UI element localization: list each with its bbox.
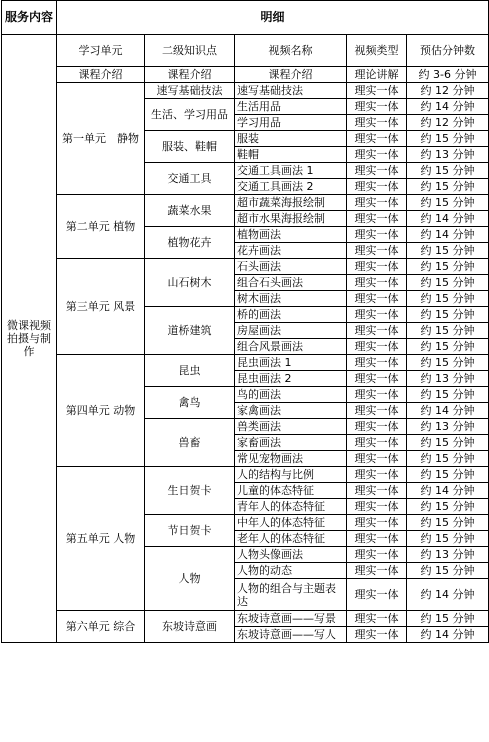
video-minutes-cell: 约 15 分钟 (407, 515, 489, 531)
video-name-cell: 东坡诗意画——写景 (235, 611, 347, 627)
video-minutes-cell: 约 15 分钟 (407, 499, 489, 515)
video-type-cell: 理实一体 (347, 403, 407, 419)
topic-cell: 服装、鞋帽 (145, 131, 235, 163)
video-name-cell: 服装 (235, 131, 347, 147)
video-type-cell: 理实一体 (347, 211, 407, 227)
video-minutes-cell: 约 15 分钟 (407, 259, 489, 275)
video-type-cell: 理实一体 (347, 291, 407, 307)
video-name-cell: 超市蔬菜海报绘制 (235, 195, 347, 211)
column-header: 学习单元 (57, 35, 145, 67)
video-type-cell: 理实一体 (347, 547, 407, 563)
column-header: 二级知识点 (145, 35, 235, 67)
intro-cell: 约 3-6 分钟 (407, 67, 489, 83)
video-type-cell: 理实一体 (347, 275, 407, 291)
video-minutes-cell: 约 15 分钟 (407, 179, 489, 195)
table-row (2, 611, 489, 627)
video-name-cell: 人物头像画法 (235, 547, 347, 563)
topic-cell: 兽畜 (145, 419, 235, 467)
topic-cell: 植物花卉 (145, 227, 235, 259)
video-type-cell: 理实一体 (347, 307, 407, 323)
intro-row (2, 67, 489, 83)
topic-cell: 节日贺卡 (145, 515, 235, 547)
video-type-cell: 理实一体 (347, 531, 407, 547)
video-minutes-cell: 约 14 分钟 (407, 99, 489, 115)
video-minutes-cell: 约 14 分钟 (407, 227, 489, 243)
video-name-cell: 青年人的体态特征 (235, 499, 347, 515)
video-name-cell: 交通工具画法 1 (235, 163, 347, 179)
video-minutes-cell: 约 15 分钟 (407, 291, 489, 307)
video-minutes-cell: 约 14 分钟 (407, 483, 489, 499)
video-minutes-cell: 约 15 分钟 (407, 163, 489, 179)
video-name-cell: 中年人的体态特征 (235, 515, 347, 531)
video-type-cell: 理实一体 (347, 131, 407, 147)
intro-cell: 课程介绍 (145, 67, 235, 83)
video-name-cell: 超市水果海报绘制 (235, 211, 347, 227)
intro-cell: 理论讲解 (347, 67, 407, 83)
service-header: 服务内容 (2, 1, 57, 35)
unit-cell: 第六单元 综合 (57, 611, 145, 643)
video-name-cell: 组合石头画法 (235, 275, 347, 291)
table-row (2, 83, 489, 99)
video-name-cell: 人物的组合与主题表达 (235, 579, 347, 611)
column-header: 预估分钟数 (407, 35, 489, 67)
video-name-cell: 家畜画法 (235, 435, 347, 451)
video-minutes-cell: 约 15 分钟 (407, 387, 489, 403)
video-type-cell: 理实一体 (347, 579, 407, 611)
video-type-cell: 理实一体 (347, 515, 407, 531)
video-type-cell: 理实一体 (347, 243, 407, 259)
topic-cell: 速写基础技法 (145, 83, 235, 99)
unit-cell: 第一单元 静物 (57, 83, 145, 195)
video-minutes-cell: 约 15 分钟 (407, 275, 489, 291)
video-name-cell: 昆虫画法 2 (235, 371, 347, 387)
video-name-cell: 组合风景画法 (235, 339, 347, 355)
unit-cell: 第四单元 动物 (57, 355, 145, 467)
video-name-cell: 鸟的画法 (235, 387, 347, 403)
video-minutes-cell: 约 15 分钟 (407, 355, 489, 371)
video-type-cell: 理实一体 (347, 227, 407, 243)
column-header-row (2, 35, 489, 67)
topic-cell: 人物 (145, 547, 235, 611)
topic-cell: 蔬菜水果 (145, 195, 235, 227)
video-type-cell: 理实一体 (347, 83, 407, 99)
service-table (1, 0, 489, 643)
topic-cell: 山石树木 (145, 259, 235, 307)
video-name-cell: 学习用品 (235, 115, 347, 131)
video-type-cell: 理实一体 (347, 195, 407, 211)
video-name-cell: 家禽画法 (235, 403, 347, 419)
video-type-cell: 理实一体 (347, 435, 407, 451)
video-minutes-cell: 约 14 分钟 (407, 403, 489, 419)
video-name-cell: 植物画法 (235, 227, 347, 243)
video-type-cell: 理实一体 (347, 259, 407, 275)
table-row (2, 259, 489, 275)
unit-cell: 第二单元 植物 (57, 195, 145, 259)
video-minutes-cell: 约 15 分钟 (407, 307, 489, 323)
video-name-cell: 常见宠物画法 (235, 451, 347, 467)
video-minutes-cell: 约 15 分钟 (407, 531, 489, 547)
video-type-cell: 理实一体 (347, 419, 407, 435)
video-type-cell: 理实一体 (347, 483, 407, 499)
detail-header: 明细 (57, 1, 489, 35)
header-row (2, 1, 489, 35)
video-minutes-cell: 约 13 分钟 (407, 419, 489, 435)
video-name-cell: 东坡诗意画——写人 (235, 627, 347, 643)
video-minutes-cell: 约 14 分钟 (407, 211, 489, 227)
video-type-cell: 理实一体 (347, 339, 407, 355)
video-minutes-cell: 约 15 分钟 (407, 243, 489, 259)
video-minutes-cell: 约 15 分钟 (407, 467, 489, 483)
service-name-cell: 微课视频拍摄与制作 (2, 35, 57, 643)
video-name-cell: 花卉画法 (235, 243, 347, 259)
table-row (2, 467, 489, 483)
video-name-cell: 桥的画法 (235, 307, 347, 323)
video-type-cell: 理实一体 (347, 147, 407, 163)
video-name-cell: 人物的动态 (235, 563, 347, 579)
video-type-cell: 理实一体 (347, 467, 407, 483)
video-name-cell: 人的结构与比例 (235, 467, 347, 483)
video-type-cell: 理实一体 (347, 563, 407, 579)
video-minutes-cell: 约 14 分钟 (407, 579, 489, 611)
video-minutes-cell: 约 12 分钟 (407, 115, 489, 131)
topic-cell: 东坡诗意画 (145, 611, 235, 643)
video-minutes-cell: 约 12 分钟 (407, 83, 489, 99)
topic-cell: 道桥建筑 (145, 307, 235, 355)
video-name-cell: 生活用品 (235, 99, 347, 115)
video-type-cell: 理实一体 (347, 99, 407, 115)
topic-cell: 生日贺卡 (145, 467, 235, 515)
video-name-cell: 昆虫画法 1 (235, 355, 347, 371)
video-type-cell: 理实一体 (347, 627, 407, 643)
intro-cell: 课程介绍 (235, 67, 347, 83)
video-minutes-cell: 约 15 分钟 (407, 131, 489, 147)
video-name-cell: 石头画法 (235, 259, 347, 275)
column-header: 视频名称 (235, 35, 347, 67)
video-minutes-cell: 约 13 分钟 (407, 147, 489, 163)
video-name-cell: 鞋帽 (235, 147, 347, 163)
video-minutes-cell: 约 15 分钟 (407, 611, 489, 627)
video-name-cell: 树木画法 (235, 291, 347, 307)
video-minutes-cell: 约 13 分钟 (407, 547, 489, 563)
video-minutes-cell: 约 15 分钟 (407, 435, 489, 451)
unit-cell: 第三单元 风景 (57, 259, 145, 355)
video-type-cell: 理实一体 (347, 323, 407, 339)
video-type-cell: 理实一体 (347, 115, 407, 131)
video-minutes-cell: 约 15 分钟 (407, 451, 489, 467)
video-type-cell: 理实一体 (347, 611, 407, 627)
video-name-cell: 兽类画法 (235, 419, 347, 435)
video-type-cell: 理实一体 (347, 371, 407, 387)
video-minutes-cell: 约 14 分钟 (407, 627, 489, 643)
topic-cell: 昆虫 (145, 355, 235, 387)
video-minutes-cell: 约 15 分钟 (407, 195, 489, 211)
topic-cell: 禽鸟 (145, 387, 235, 419)
video-name-cell: 速写基础技法 (235, 83, 347, 99)
video-type-cell: 理实一体 (347, 179, 407, 195)
topic-cell: 交通工具 (145, 163, 235, 195)
column-header: 视频类型 (347, 35, 407, 67)
video-type-cell: 理实一体 (347, 163, 407, 179)
table-row (2, 355, 489, 371)
video-minutes-cell: 约 15 分钟 (407, 563, 489, 579)
table-row (2, 195, 489, 211)
topic-cell: 生活、学习用品 (145, 99, 235, 131)
video-name-cell: 房屋画法 (235, 323, 347, 339)
video-type-cell: 理实一体 (347, 451, 407, 467)
video-type-cell: 理实一体 (347, 499, 407, 515)
table-body (2, 1, 489, 643)
video-type-cell: 理实一体 (347, 355, 407, 371)
video-name-cell: 老年人的体态特征 (235, 531, 347, 547)
intro-cell: 课程介绍 (57, 67, 145, 83)
video-minutes-cell: 约 15 分钟 (407, 323, 489, 339)
video-minutes-cell: 约 15 分钟 (407, 339, 489, 355)
video-type-cell: 理实一体 (347, 387, 407, 403)
video-name-cell: 儿童的体态特征 (235, 483, 347, 499)
video-minutes-cell: 约 13 分钟 (407, 371, 489, 387)
video-name-cell: 交通工具画法 2 (235, 179, 347, 195)
unit-cell: 第五单元 人物 (57, 467, 145, 611)
